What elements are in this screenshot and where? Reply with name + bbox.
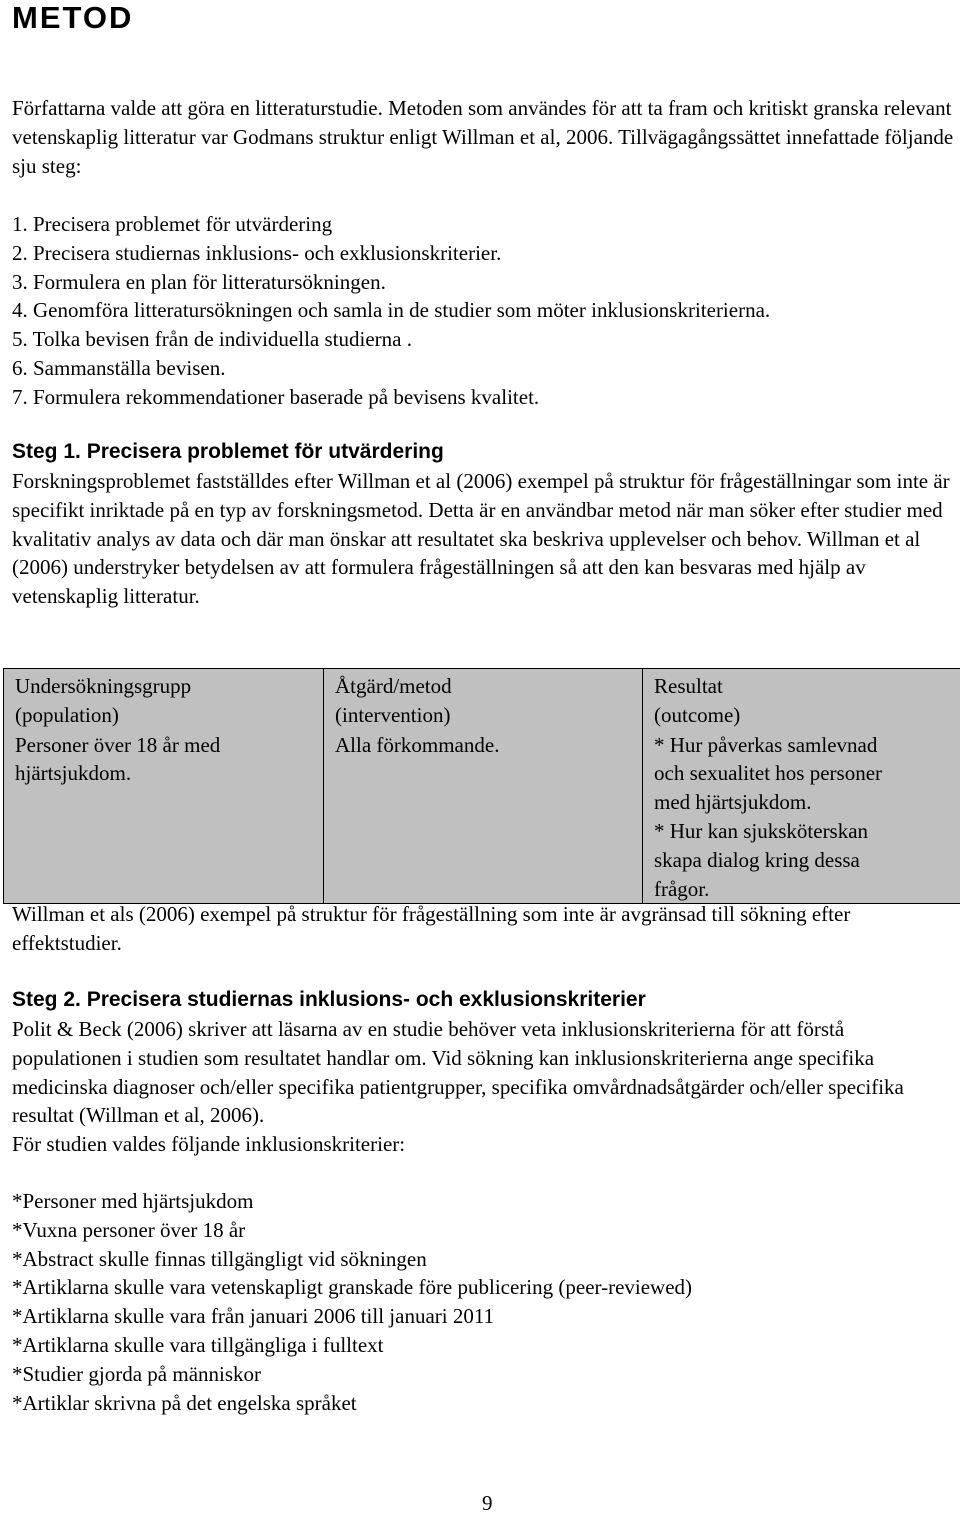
table-cell (643, 730, 960, 904)
cell-line: frågor. (654, 875, 953, 904)
cell-line: * Hur påverkas samlevnad (654, 731, 953, 760)
steps-list (12, 210, 770, 412)
criteria-intro: För studien valdes följande inklusionskriterier: (12, 1130, 405, 1159)
cell-line: med hjärtsjukdom. (654, 788, 953, 817)
step-item: 7. Formulera rekommendationer baserade på bevisens kvalitet. (12, 383, 770, 412)
criteria-item: *Vuxna personer över 18 år (12, 1216, 692, 1245)
table-header-cell (4, 669, 324, 730)
criteria-item: *Artiklarna skulle vara vetenskapligt granskade före publicering (peer-reviewed) (12, 1273, 692, 1302)
table-cell (4, 730, 324, 904)
cell-line: hjärtsjukdom. (15, 759, 315, 788)
table-cell (324, 730, 643, 904)
header-line: Resultat (654, 672, 953, 701)
step1-heading: Steg 1. Precisera problemet för utvärdering (12, 438, 444, 467)
pico-table (3, 668, 960, 904)
criteria-item: *Abstract skulle finnas tillgängligt vid sökningen (12, 1245, 692, 1274)
section-heading: METOD (12, 0, 133, 36)
cell-line: skapa dialog kring dessa (654, 846, 953, 875)
table-header-cell (643, 669, 960, 730)
criteria-item: *Artiklarna skulle vara från januari 2006 till januari 2011 (12, 1302, 692, 1331)
criteria-list (12, 1187, 692, 1417)
header-line: (intervention) (335, 701, 634, 730)
table-header-cell (324, 669, 643, 730)
page-number: 9 (482, 1489, 493, 1518)
step-item: 3. Formulera en plan för litteratursökningen. (12, 268, 770, 297)
step-item: 5. Tolka bevisen från de individuella studierna . (12, 325, 770, 354)
step2-heading: Steg 2. Precisera studiernas inklusions- och exklusionskriterier (12, 986, 646, 1015)
cell-line: Alla förkommande. (335, 731, 634, 760)
step2-paragraph: Polit & Beck (2006) skriver att läsarna av en studie behöver veta inklusionskriterierna för att förstå populationen i studien som resultatet handlar om. Vid sökning kan inklusionskriterierna ange specifika medicinska diagnoser och/eller specifika patientgrupper, specifika omvårdnadsåtgärder och/eller specifika resultat (Willman et al, 2006). (12, 1015, 957, 1130)
step-item: 2. Precisera studiernas inklusions- och exklusionskriterier. (12, 239, 770, 268)
step-item: 1. Precisera problemet för utvärdering (12, 210, 770, 239)
cell-line: Personer över 18 år med (15, 731, 315, 760)
step-item: 6. Sammanställa bevisen. (12, 354, 770, 383)
step1-paragraph: Forskningsproblemet fastställdes efter Willman et al (2006) exempel på struktur för frågeställningar som inte är specifikt inriktade på en typ av forskningsmetod. Detta är en användbar metod när man söker efter studier med kvalitativ analys av data och där man önskar att resultatet ska beskriva upplevelser och behov. Willman et al (2006) understryker betydelsen av att formulera frågeställningen så att den kan besvaras med hjälp av vetenskaplig litteratur. (12, 467, 957, 611)
table-header-row (4, 669, 960, 730)
header-line: Undersökningsgrupp (15, 672, 315, 701)
step-item: 4. Genomföra litteratursökningen och samla in de studier som möter inklusionskriterierna. (12, 296, 770, 325)
criteria-item: *Artiklarna skulle vara tillgängliga i fulltext (12, 1331, 692, 1360)
cell-line: * Hur kan sjuksköterskan (654, 817, 953, 846)
table-caption: Willman et als (2006) exempel på struktur för frågeställning som inte är avgränsad till sökning efter effektstudier. (12, 900, 912, 958)
criteria-item: *Personer med hjärtsjukdom (12, 1187, 692, 1216)
intro-paragraph: Författarna valde att göra en litteraturstudie. Metoden som användes för att ta fram och kritiskt granska relevant vetenskaplig litteratur var Godmans struktur enligt Willman et al, 2006. Tillvägagångssättet innefattade följande sju steg: (12, 94, 954, 180)
criteria-item: *Artiklar skrivna på det engelska språket (12, 1389, 692, 1418)
table-row (4, 730, 960, 904)
header-line: (outcome) (654, 701, 953, 730)
header-line: Åtgärd/metod (335, 672, 634, 701)
criteria-item: *Studier gjorda på människor (12, 1360, 692, 1389)
header-line: (population) (15, 701, 315, 730)
cell-line: och sexualitet hos personer (654, 759, 953, 788)
